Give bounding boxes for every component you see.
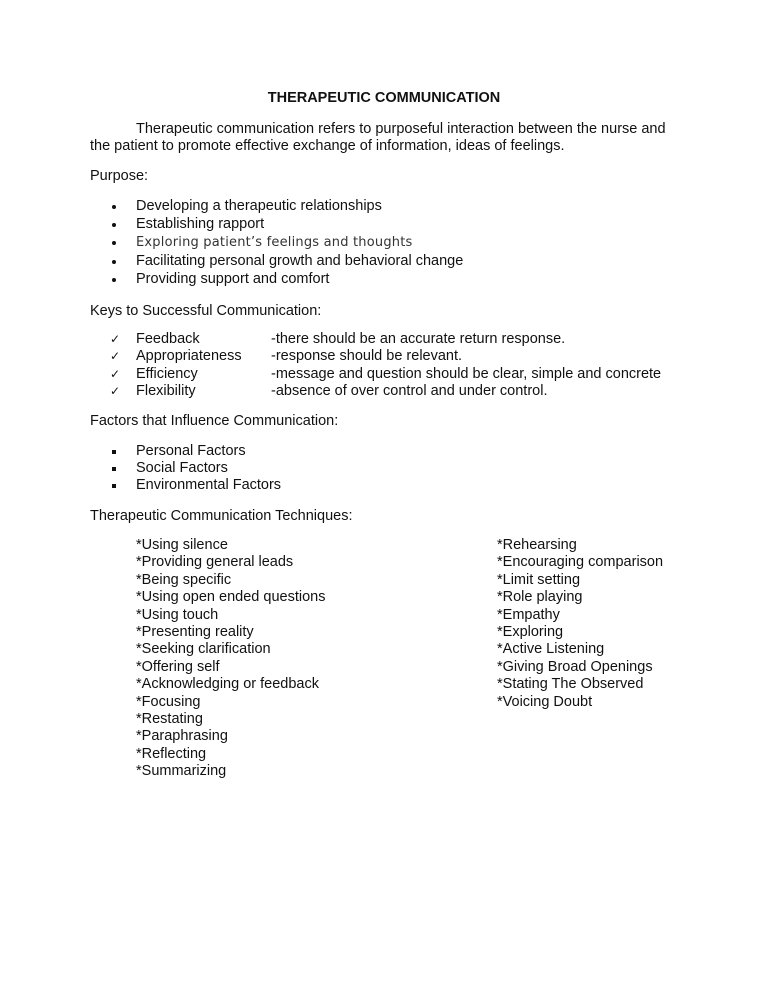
keys-list xyxy=(90,331,662,401)
list-item: *Using silence xyxy=(136,537,228,553)
list-item: *Role playing xyxy=(497,589,583,606)
checkmark-icon: ✓ xyxy=(110,349,121,364)
key-description: -there should be an accurate return response. xyxy=(271,331,566,347)
purpose-heading: Purpose: xyxy=(90,168,149,184)
list-item: *Empathy xyxy=(497,606,560,623)
list-item: Personal Factors xyxy=(136,443,246,459)
list-item: *Voicing Doubt xyxy=(497,693,593,710)
list-item: *Stating The Observed xyxy=(497,676,644,693)
list-item: *Acknowledging or feedback xyxy=(136,676,319,693)
checkmark-icon: ✓ xyxy=(110,366,121,381)
purpose-list xyxy=(90,198,463,289)
checkmark-icon: ✓ xyxy=(110,384,121,399)
key-term: Feedback xyxy=(136,331,200,347)
techniques-heading: Therapeutic Communication Techniques: xyxy=(90,508,353,524)
list-item: *Rehearsing xyxy=(497,537,577,553)
intro-paragraph: Therapeutic communication refers to purposeful interaction between the nurse and the patient to promote effective exchange of information, ideas of feelings. xyxy=(90,121,666,155)
techniques-right-column xyxy=(497,537,663,711)
list-item: *Seeking clarification xyxy=(136,641,271,658)
list-item: *Providing general leads xyxy=(136,554,294,571)
key-description: -response should be relevant. xyxy=(271,348,463,365)
list-item: *Using touch xyxy=(136,606,219,623)
list-item: *Paraphrasing xyxy=(136,728,228,745)
list-item: *Offering self xyxy=(136,658,220,675)
list-item: *Giving Broad Openings xyxy=(497,658,653,675)
list-item: Facilitating personal growth and behavioral change xyxy=(136,252,464,269)
key-term: Efficiency xyxy=(136,365,198,382)
page-title: THERAPEUTIC COMMUNICATION xyxy=(267,90,501,106)
checkmark-icon: ✓ xyxy=(110,332,121,346)
factors-heading: Factors that Influence Communication: xyxy=(90,413,339,429)
list-item xyxy=(90,383,548,400)
techniques-left-column xyxy=(136,537,325,780)
list-item: *Reflecting xyxy=(136,745,207,762)
key-description: -absence of over control and under control. xyxy=(271,383,548,400)
list-item xyxy=(90,365,662,383)
list-item: Environmental Factors xyxy=(136,477,282,494)
list-item xyxy=(90,348,463,365)
list-item: *Being specific xyxy=(136,571,232,588)
list-item xyxy=(90,331,566,348)
list-item: *Summarizing xyxy=(136,763,227,780)
list-item: *Exploring xyxy=(497,623,564,640)
key-description: -message and question should be clear, simple and concrete xyxy=(271,365,662,382)
list-item: Exploring patient’s feelings and thoughts xyxy=(136,235,413,251)
list-item: *Restating xyxy=(136,710,203,727)
list-item: Establishing rapport xyxy=(136,216,265,233)
list-item: Providing support and comfort xyxy=(136,270,330,287)
list-item: *Limit setting xyxy=(497,571,581,588)
list-item: Developing a therapeutic relationships xyxy=(136,198,382,214)
list-item: *Focusing xyxy=(136,693,201,710)
list-item: *Presenting reality xyxy=(136,623,254,640)
keys-heading: Keys to Successful Communication: xyxy=(90,303,322,319)
factors-list xyxy=(90,443,281,495)
key-term: Flexibility xyxy=(136,383,196,400)
list-item: Social Factors xyxy=(136,460,228,477)
list-item: *Using open ended questions xyxy=(136,589,326,606)
list-item: *Active Listening xyxy=(497,641,605,658)
key-term: Appropriateness xyxy=(136,348,242,365)
list-item: *Encouraging comparison xyxy=(497,554,664,571)
